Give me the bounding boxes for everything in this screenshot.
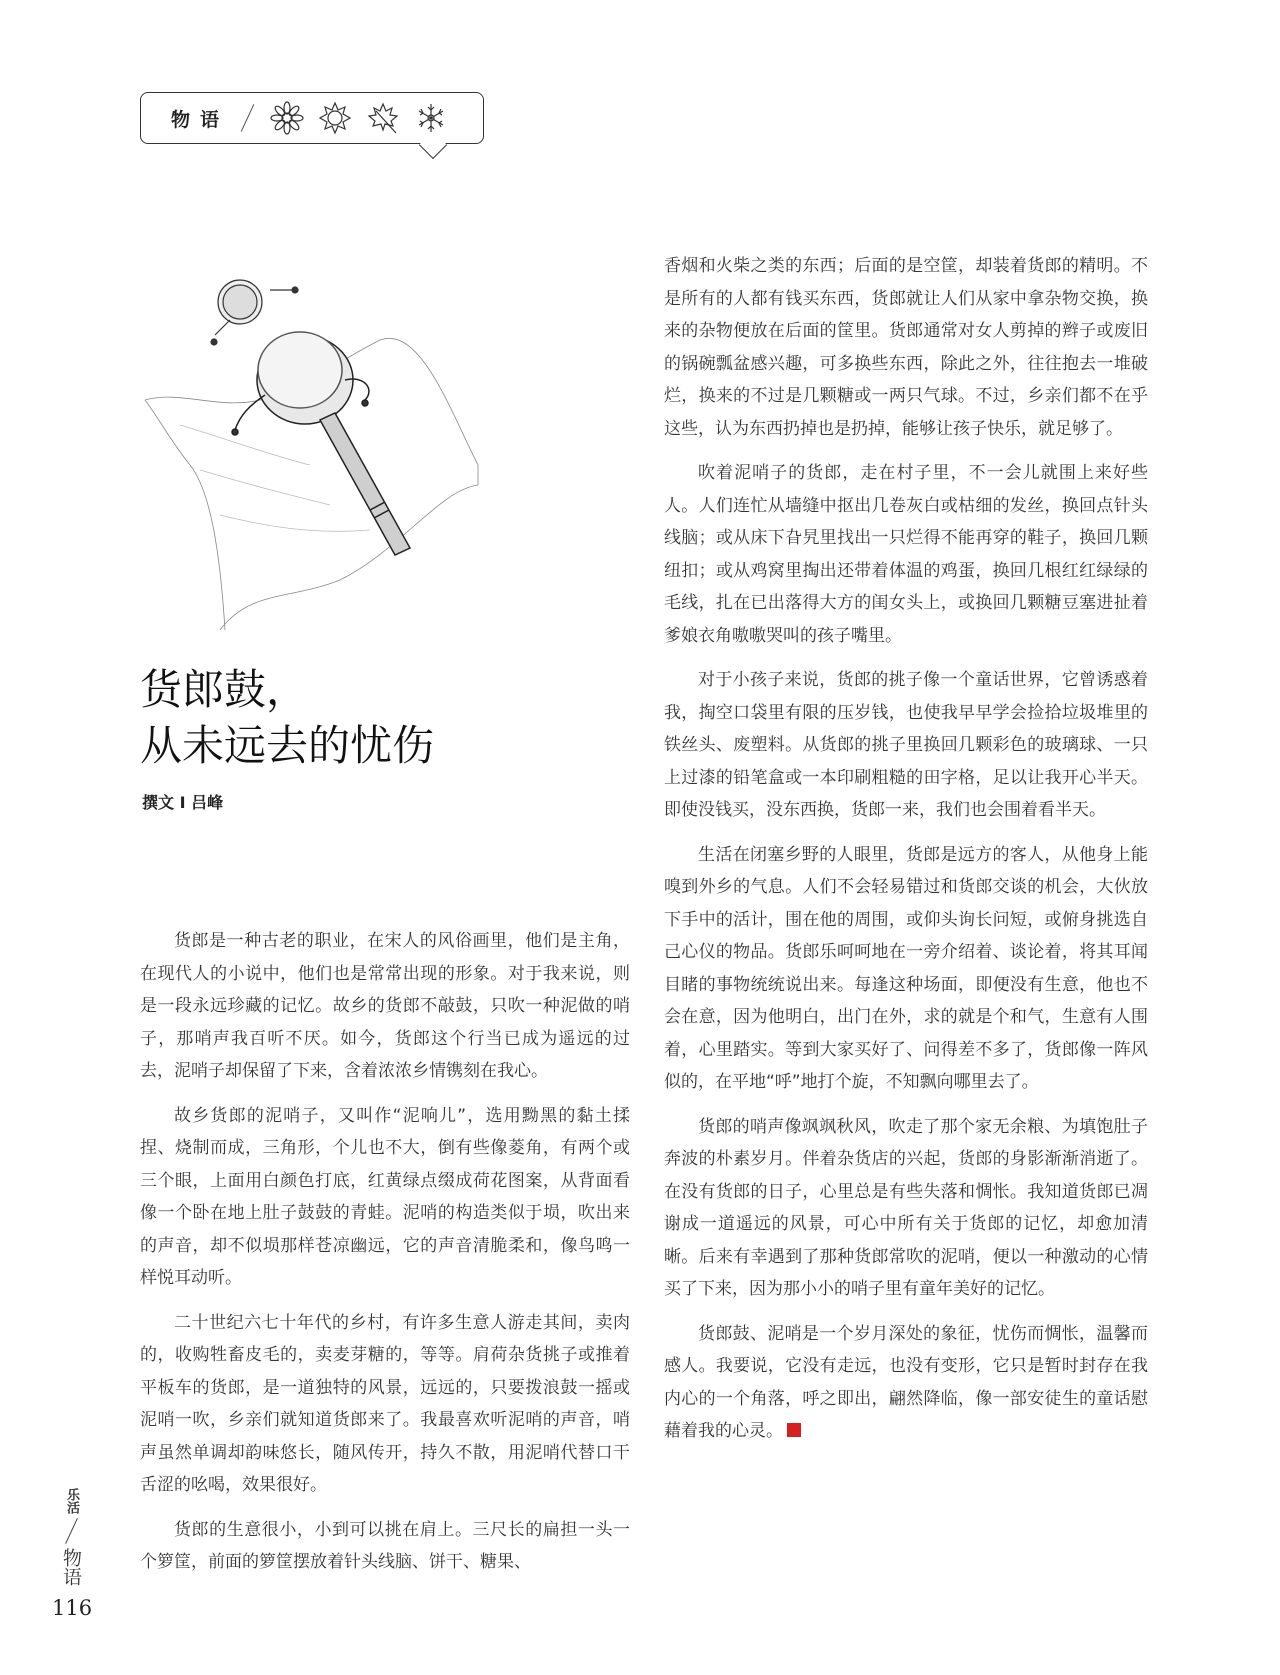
folio-section: 物语 (60, 1548, 82, 1586)
paragraph: 吹着泥哨子的货郎，走在村子里，不一会儿就围上来好些人。人们连忙从墙缝中抠出几卷灰白或枯细的发丝，换回点针头线脑；或从床下旮旯里找出一只烂得不能再穿的鞋子，换回几颗纽扣；或从鸡窝里掏出还带着体温的鸡蛋，换回几根红红绿绿的毛线，扎在已出落得大方的闺女头上，或换回几颗糖豆塞进扯着爹娘衣角嗷嗷哭叫的孩子嘴里。 (664, 463, 1148, 646)
page-number: 116 (52, 1596, 93, 1620)
paragraph: 对于小孩子来说，货郎的挑子像一个童话世界，它曾诱惑着我，掏空口袋里有限的压岁钱，也使我早早学会捡拾垃圾堆里的铁丝头、废塑料。从货郎的挑子里换回几颗彩色的玻璃球、一只上过漆的铅笔盒或一本印刷粗糙的田字格，足以让我开心半天。即使没钱买，没东西换，货郎一来，我们也会围着看半天。 (664, 670, 1148, 820)
paragraph: 货郎是一种古老的职业，在宋人的风俗画里，他们是主角，在现代人的小说中，他们也是常常出现的形象。对于我来说，则是一段永远珍藏的记忆。故乡的货郎不敲鼓，只吹一种泥做的哨子，那哨声我百听不厌。如今，货郎这个行当已成为遥远的过去，泥哨子却保留了下来，含着浓浓乡情镌刻在我心。 (140, 931, 630, 1081)
byline: 撰文 I 吕峰 (142, 793, 224, 812)
article-title (140, 662, 434, 774)
paragraph: 香烟和火柴之类的东西；后面的是空筐，却装着货郎的精明。不是所有的人都有钱买东西，货郎就让人们从家中拿杂物交换，换来的杂物便放在后面的筐里。货郎通常对女人剪掉的辫子或废旧的锅碗瓢盆感兴趣，可多换些东西，除此之外，往往抱去一堆破烂，换来的不过是几颗糖或一两只气球。不过，乡亲们都不在乎这些，认为东西扔掉也是扔掉，能够让孩子快乐，就足够了。 (664, 256, 1148, 439)
snowflake-icon (414, 101, 448, 135)
section-tag (140, 92, 484, 144)
title-line-2: 从未远去的忧伤 (140, 721, 435, 770)
paragraph: 生活在闭塞乡野的人眼里，货郎是远方的客人，从他身上能嗅到外乡的气息。人们不会轻易错过和货郎交谈的机会，大伙放下手中的活计，围在他的周围，或仰头询长问短，或俯身挑选自己心仪的物品。货郎乐呵呵地在一旁介绍着、谈论着，将其耳闻目睹的事物统统说出来。每逢这种场面，即便没有生意，他也不会在意，因为他明白，出门在外，求的就是个和气，生意有人围着，心里踏实。等到大家买好了、问得差不多了，货郎像一阵风似的，在平地“呼”地打个旋，不知飘向哪里去了。 (664, 844, 1148, 1092)
paragraph: 二十世纪六七十年代的乡村，有许多生意人游走其间，卖肉的，收购牲畜皮毛的，卖麦芽糖的，等等。肩荷杂货挑子或推着平板车的货郎，是一道独特的风景，远远的，只要拨浪鼓一摇或泥哨一吹，乡亲们就知道货郎来了。我最喜欢听泥哨的声音，哨声虽然单调却韵味悠长，随风传开，持久不散，用泥哨代替口干舌涩的吆喝，效果很好。 (140, 1312, 630, 1495)
paragraph: 货郎的哨声像飒飒秋风，吹走了那个家无余粮、为填饱肚子奔波的朴素岁月。伴着杂货店的兴起，货郎的身影渐渐消逝了。在没有货郎的日子，心里总是有些失落和惆怅。我知道货郎已凋谢成一道遥远的风景，可心中所有关于货郎的记忆，却愈加清晰。后来有幸遇到了那种货郎常吹的泥哨，便以一种激动的心情买了下来，因为那小小的哨子里有童年美好的记忆。 (664, 1116, 1148, 1299)
article-column-left (140, 925, 630, 1591)
paragraph: 故乡货郎的泥哨子，又叫作“泥响儿”，选用黝黑的黏土揉捏、烧制而成，三角形，个儿也不大，倒有些像菱角，有两个或三个眼，上面用白颜色打底，红黄绿点缀成荷花图案，从背面看像一个卧在地上肚子鼓鼓的青蛙。泥哨的构造类似于埙，吹出来的声音，却不似埙那样苍凉幽远，它的声音清脆柔和，像鸟鸣一样悦耳动听。 (140, 1105, 630, 1288)
folio (52, 1488, 93, 1620)
paragraph: 货郎的生意很小，小到可以挑在肩上。三尺长的扁担一头一个箩筐，前面的箩筐摆放着针头线脑、饼干、糖果、 (140, 1519, 630, 1572)
rattle-drum-illustration (140, 250, 480, 630)
final-paragraph (664, 1318, 1148, 1448)
end-mark-icon (787, 1423, 801, 1437)
title-line-1: 货郎鼓， (140, 665, 309, 714)
sun-icon (318, 101, 352, 135)
article-column-right (664, 250, 1148, 1460)
maple-leaf-icon (366, 101, 400, 135)
section-label: 物语 (171, 108, 230, 131)
paragraph-text: 货郎鼓、泥哨是一个岁月深处的象征，忧伤而惆怅，温馨而感人。我要说，它没有走远，也没有变形，它只是暂时封存在我内心的一个角落，呼之即出，翩然降临，像一部安徒生的童话慰藉着我的心灵。 (664, 1323, 1148, 1441)
divider-slash (241, 104, 255, 132)
flower-icon (270, 101, 304, 135)
magazine-name: 乐活 (64, 1488, 79, 1514)
folio-divider (65, 1518, 78, 1544)
bubble-pointer (419, 131, 447, 159)
